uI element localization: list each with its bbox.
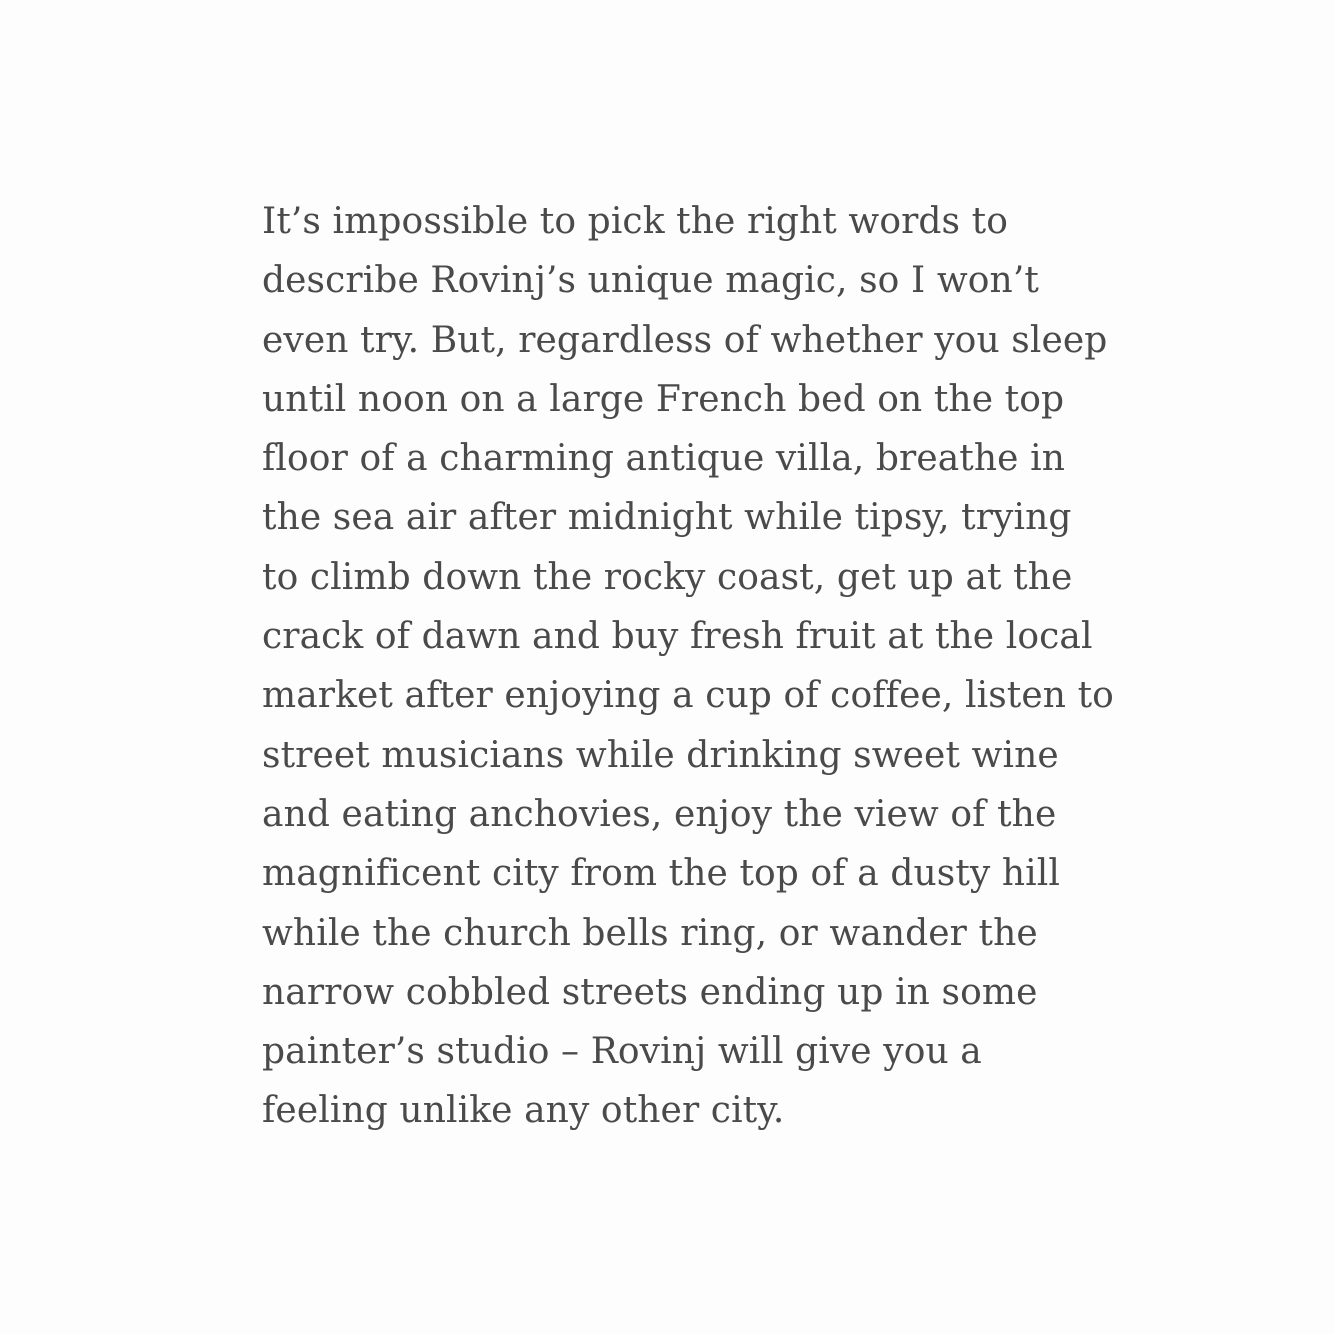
body-paragraph: [262, 192, 1162, 1141]
text-line: It’s impossible to pick the right words to: [262, 201, 1009, 242]
text-line: painter’s studio – Rovinj will give you a: [262, 1031, 982, 1073]
text-line: feeling unlike any other city.: [262, 1090, 785, 1132]
text-line: crack of dawn and buy fresh fruit at the local: [262, 616, 1093, 658]
text-line: magnificent city from the top of a dusty hill: [262, 853, 1061, 895]
text-line: the sea air after midnight while tipsy, trying: [262, 497, 1072, 539]
text-line: and eating anchovies, enjoy the view of the: [262, 793, 1057, 835]
text-line: narrow cobbled streets ending up in some: [262, 971, 1038, 1013]
text-line: floor of a charming antique villa, breathe in: [262, 438, 1065, 480]
text-line: street musicians while drinking sweet wine: [262, 734, 1059, 776]
text-line: describe Rovinj’s unique magic, so I won’t: [262, 260, 1039, 302]
text-line: until noon on a large French bed on the top: [262, 378, 1065, 420]
text-line: even try. But, regardless of whether you sleep: [262, 319, 1108, 361]
text-line: while the church bells ring, or wander the: [262, 912, 1038, 954]
text-line: market after enjoying a cup of coffee, listen to: [262, 675, 1114, 717]
text-line: to climb down the rocky coast, get up at the: [262, 556, 1073, 598]
